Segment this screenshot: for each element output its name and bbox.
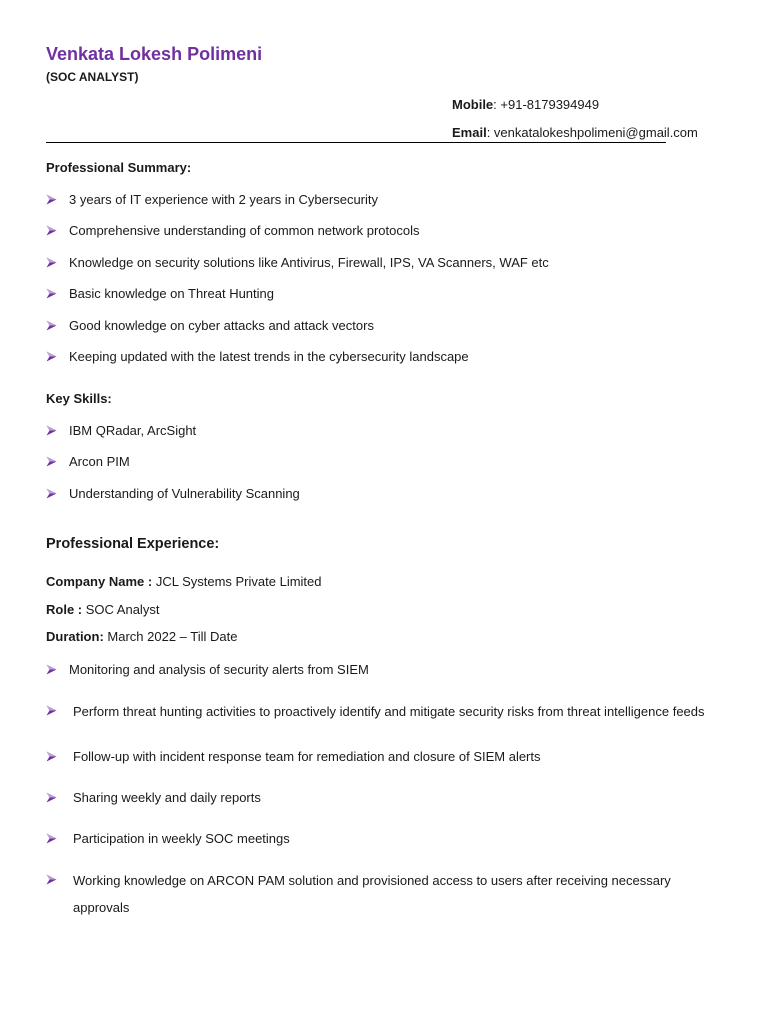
list-item: Participation in weekly SOC meetings: [46, 830, 726, 848]
arrow-bullet-icon: [46, 833, 57, 844]
list-item: Basic knowledge on Threat Hunting: [46, 285, 549, 303]
list-item: Comprehensive understanding of common network protocols: [46, 222, 549, 240]
list-item: Good knowledge on cyber attacks and attack vectors: [46, 317, 549, 335]
email-value: : venkatalokeshpolimeni@gmail.com: [486, 125, 698, 140]
arrow-bullet-icon: [46, 351, 57, 362]
list-item: Arcon PIM: [46, 453, 300, 471]
arrow-bullet-icon: [46, 320, 57, 331]
arrow-bullet-icon: [46, 664, 57, 675]
role-line: [46, 602, 159, 617]
role-label: Role :: [46, 602, 83, 617]
mobile-label: Mobile: [452, 97, 494, 112]
arrow-bullet-icon: [46, 288, 57, 299]
company-label: Company Name :: [46, 574, 153, 589]
job-title: (SOC ANALYST): [46, 70, 139, 84]
duration-value: March 2022 – Till Date: [103, 629, 238, 644]
arrow-bullet-icon: [46, 751, 57, 762]
experience-heading: Professional Experience:: [46, 536, 220, 552]
arrow-bullet-icon: [46, 257, 57, 268]
mobile-value: : +91-8179394949: [493, 97, 600, 112]
list-item: Working knowledge on ARCON PAM solution and provisioned access to users after receiving necessary approvals: [46, 867, 726, 921]
summary-heading: Professional Summary:: [46, 160, 192, 175]
skills-heading: Key Skills:: [46, 391, 112, 406]
email-label: Email: [452, 125, 487, 140]
role-value: SOC Analyst: [82, 602, 160, 617]
arrow-bullet-icon: [46, 488, 57, 499]
skills-list: [46, 422, 300, 503]
arrow-bullet-icon: [46, 225, 57, 236]
list-item: Monitoring and analysis of security alerts from SIEM: [46, 661, 69, 679]
email-line: [452, 125, 698, 140]
company-line: [46, 574, 322, 589]
list-item: Sharing weekly and daily reports: [46, 789, 726, 807]
list-item: 3 years of IT experience with 2 years in Cybersecurity: [46, 191, 549, 209]
summary-list: [46, 191, 549, 366]
arrow-bullet-icon: [46, 425, 57, 436]
arrow-bullet-icon: [46, 194, 57, 205]
candidate-name: Venkata Lokesh Polimeni: [46, 44, 263, 64]
list-item: Understanding of Vulnerability Scanning: [46, 485, 300, 503]
arrow-bullet-icon: [46, 705, 57, 716]
experience-duties-list: [46, 702, 726, 921]
list-item: Knowledge on security solutions like Antivirus, Firewall, IPS, VA Scanners, WAF etc: [46, 254, 549, 272]
list-item: Perform threat hunting activities to proactively identify and mitigate security risks from threat intelligence feeds: [46, 698, 726, 725]
duration-line: [46, 629, 237, 644]
header-divider: [46, 142, 666, 143]
list-item: Keeping updated with the latest trends in the cybersecurity landscape: [46, 348, 549, 366]
list-item: IBM QRadar, ArcSight: [46, 422, 300, 440]
company-value: JCL Systems Private Limited: [152, 574, 322, 589]
duration-label: Duration:: [46, 629, 104, 644]
mobile-line: [452, 97, 599, 112]
arrow-bullet-icon: [46, 456, 57, 467]
arrow-bullet-icon: [46, 874, 57, 885]
arrow-bullet-icon: [46, 792, 57, 803]
list-item: Follow-up with incident response team for remediation and closure of SIEM alerts: [46, 748, 726, 766]
